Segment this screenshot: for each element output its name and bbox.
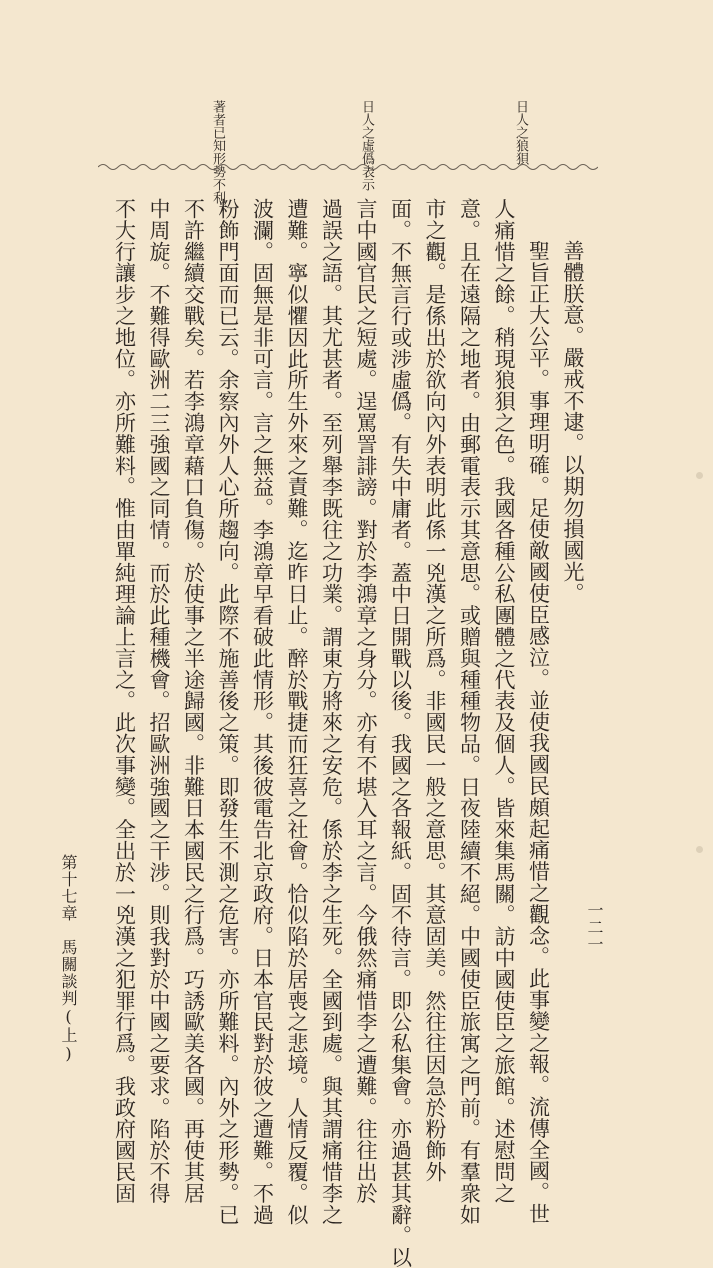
margin-note-3: 著者已知形勢不利 [210,100,225,204]
text-column: 面。不無言行或涉虛僞。有失中庸者。蓋中日開戰以後。我國之各報紙。固不待言。即公私集會。亦過甚其辭。以 [388,198,413,1268]
text-column: 言中國官民之短處。逞罵詈誹謗。對於李鴻章之身分。亦有不堪入耳之言。今俄然痛惜李之遭難。往往出於 [354,198,378,1204]
binding-hole-bottom [696,846,703,853]
margin-note-2: 日人之虛僞表示 [359,100,374,191]
wavy-divider [98,160,598,174]
binding-hole-top [696,472,703,479]
text-column: 人痛惜之餘。稍現狼狽之色。我國各種公私團體之代表及個人。皆來集馬關。訪中國使臣之旅館。述慰問之 [492,198,516,1204]
text-column: 遭難。寧似懼因此所生外來之責難。迄昨日止。醉於戰捷而狂喜之社會。恰似陷於居喪之悲境。人情反覆。似 [285,198,309,1226]
text-column: 不許繼續交戰矣。若李鴻章藉口負傷。於使事之半途歸國。非難日本國民之行爲。巧誘歐美各國。再使其居 [181,198,206,1204]
text-column: 過誤之語。其尤甚者。至列舉李既往之功業。謂東方將來之安危。係於李之生死。全國到處。與其謂痛惜李之 [319,198,344,1226]
text-column: 意。且在遠隔之地者。由郵電表示其意思。或贈與種種物品。日夜陸續不絕。中國使臣旅寓之門前。有羣衆如 [457,198,482,1226]
page-number: 一二一 [585,902,604,953]
text-column: 波瀾。固無是非可言。言之無益。李鴻章早看破此情形。其後彼電告北京政府。日本官民對於彼之遭難。不過 [250,198,275,1226]
chapter-footer: 第十七章 馬關談判(上) [59,854,78,1064]
text-column: 中周旋。不難得歐洲二三強國之同情。而於此種機會。招歐洲強國之干涉。則我對於中國之要求。陷於不得 [147,198,171,1204]
text-column: 善體朕意。嚴戒不逮。以期勿損國光。 [561,240,585,604]
text-column: 不大行讓步之地位。亦所難料。惟由單純理論上言之。此次事變。全出於一兇漢之犯罪行爲。我政府國民固 [112,198,137,1204]
text-column: 粉飾門面而已云。余察內外人心所趨向。此際不施善後之策。即發生不測之危害。亦所難料。內外之形勢。已 [216,198,240,1226]
text-column: 聖旨正大公平。事理明確。足使敵國使臣感泣。並使我國民頗起痛惜之觀念。此事變之報。流傳全國。世 [526,240,551,1225]
margin-note-1: 日人之狼狽 [513,100,528,165]
text-column: 市之觀。是係出於欲向內外表明此係一兇漢之所爲。非國民一般之意思。其意固美。然往往因急於粉飾外 [423,198,447,1183]
